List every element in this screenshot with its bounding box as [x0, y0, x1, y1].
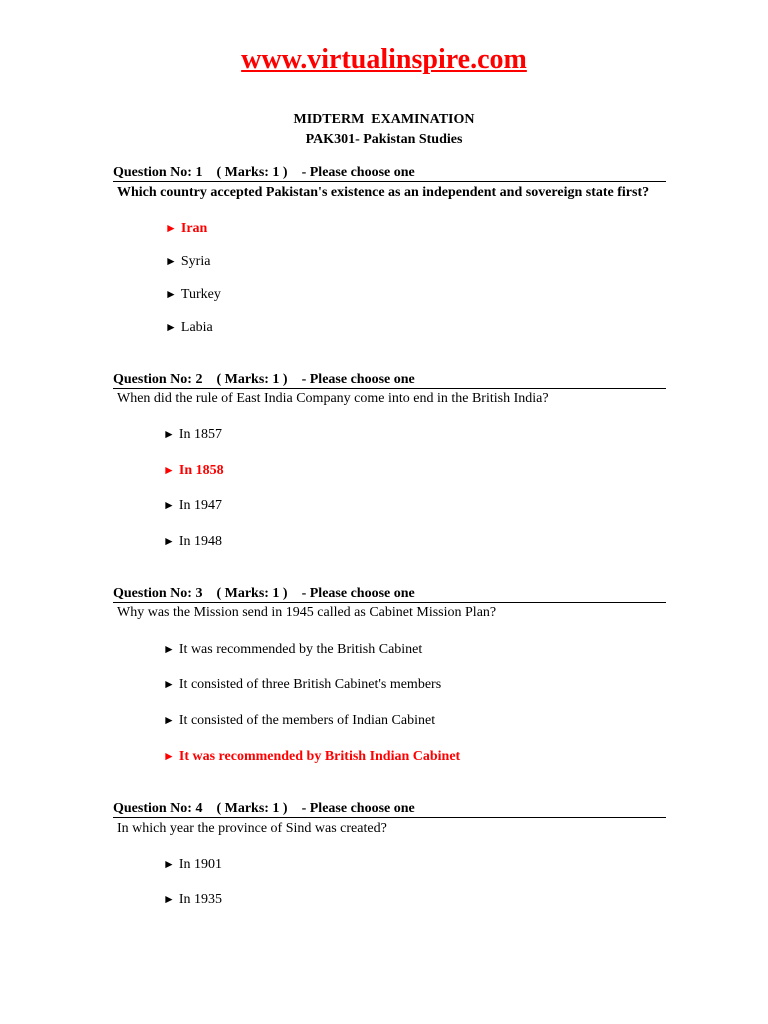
- question-4-header: Question No: 4 ( Marks: 1 ) - Please choose one: [113, 800, 666, 818]
- question-2-option-4[interactable]: [163, 532, 222, 551]
- option-label: In 1857: [178, 427, 223, 442]
- question-1-header: Question No: 1 ( Marks: 1 ) - Please choose one: [113, 164, 666, 182]
- question-1-text: Which country accepted Pakistan's existence as an independent and sovereign state first?: [117, 185, 650, 200]
- question-1-option-2[interactable]: [165, 252, 210, 271]
- arrow-icon: ►: [163, 534, 175, 548]
- question-3-option-2[interactable]: [163, 675, 441, 694]
- arrow-icon: ►: [163, 749, 175, 763]
- exam-header: [0, 110, 768, 150]
- option-label: It consisted of three British Cabinet's members: [178, 677, 442, 692]
- arrow-icon: ►: [163, 642, 175, 656]
- arrow-icon: ►: [163, 427, 175, 441]
- arrow-icon: ►: [163, 857, 175, 871]
- arrow-icon: ►: [165, 287, 177, 301]
- option-label: It consisted of the members of Indian Cabinet: [178, 713, 436, 728]
- question-3-text: Why was the Mission send in 1945 called as Cabinet Mission Plan?: [117, 605, 497, 620]
- option-label: It was recommended by the British Cabinet: [178, 642, 423, 657]
- arrow-icon: ►: [163, 498, 175, 512]
- site-link[interactable]: www.virtualinspire.com: [241, 44, 527, 75]
- option-label: It was recommended by British Indian Cabinet: [178, 749, 461, 764]
- question-1-option-1[interactable]: [165, 219, 207, 238]
- option-label: Turkey: [180, 287, 221, 302]
- question-3-option-4[interactable]: [163, 747, 460, 766]
- question-2-header: Question No: 2 ( Marks: 1 ) - Please choose one: [113, 371, 666, 389]
- question-2-option-1[interactable]: [163, 425, 222, 444]
- question-4-option-2[interactable]: [163, 890, 222, 909]
- option-label: Iran: [180, 221, 208, 236]
- question-1-option-3[interactable]: [165, 285, 221, 304]
- option-label: In 1947: [178, 498, 223, 513]
- question-2-option-3[interactable]: [163, 496, 222, 515]
- arrow-icon: ►: [163, 892, 175, 906]
- question-3-option-1[interactable]: [163, 640, 422, 659]
- option-label: In 1858: [178, 463, 224, 478]
- course-title: PAK301- Pakistan Studies: [305, 132, 463, 147]
- arrow-icon: ►: [163, 463, 175, 477]
- arrow-icon: ►: [163, 713, 175, 727]
- option-label: Labia: [180, 320, 213, 335]
- option-label: In 1935: [178, 892, 223, 907]
- question-3-option-3[interactable]: [163, 711, 435, 730]
- option-label: In 1948: [178, 534, 223, 549]
- question-3-header: Question No: 3 ( Marks: 1 ) - Please choose one: [113, 585, 666, 603]
- arrow-icon: ►: [163, 677, 175, 691]
- question-1-option-4[interactable]: [165, 318, 213, 337]
- arrow-icon: ►: [165, 320, 177, 334]
- exam-title: MIDTERM EXAMINATION: [293, 112, 475, 127]
- arrow-icon: ►: [165, 221, 177, 235]
- arrow-icon: ►: [165, 254, 177, 268]
- question-2-option-2[interactable]: [163, 461, 224, 480]
- option-label: In 1901: [178, 857, 223, 872]
- option-label: Syria: [180, 254, 211, 269]
- question-4-text: In which year the province of Sind was created?: [117, 821, 387, 836]
- question-2-text: When did the rule of East India Company come into end in the British India?: [117, 391, 549, 406]
- question-4-option-1[interactable]: [163, 855, 222, 874]
